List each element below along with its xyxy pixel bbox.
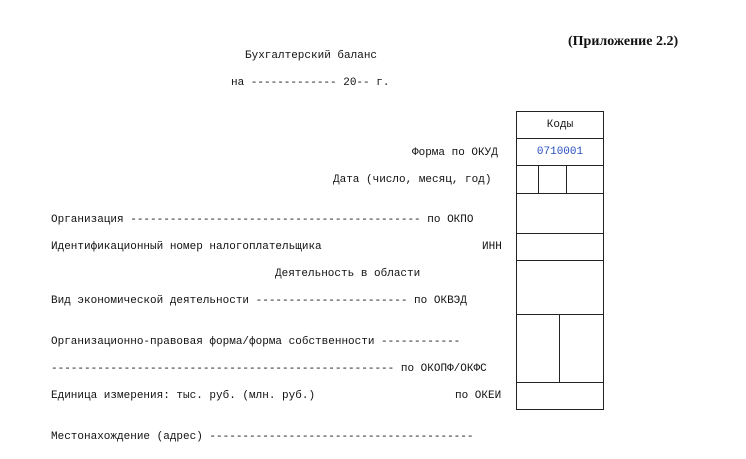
codes-header: Коды xyxy=(546,119,574,131)
inn-code-label: ИНН xyxy=(482,241,502,253)
okud-code-value: 0710001 xyxy=(536,146,584,158)
appendix-label: (Приложение 2.2) xyxy=(568,34,679,49)
document-title: Бухгалтерский баланс xyxy=(245,50,378,62)
date-cell-divider-1 xyxy=(538,165,539,193)
legal-form-line-2: ---------------------------------------------------- по ОКОПФ/ОКФС xyxy=(51,363,487,375)
inn-label: Идентификационный номер налогоплательщика xyxy=(51,241,322,253)
organization-label: Организация -------------------------------------------- по ОКПО xyxy=(51,214,474,226)
unit-code-label: по ОКЕИ xyxy=(455,390,502,402)
okopf-okfs-divider xyxy=(559,314,560,382)
location-label: Местонахождение (адрес) ---------------------------------------- xyxy=(51,431,474,443)
codes-table xyxy=(516,111,604,410)
date-label: Дата (число, месяц, год) xyxy=(333,174,492,186)
activity-label: Вид экономической деятельности ----------------------- по ОКВЭД xyxy=(51,295,467,307)
date-cell-divider-2 xyxy=(566,165,567,193)
okud-label: Форма по ОКУД xyxy=(412,147,498,159)
activity-area-label: Деятельность в области xyxy=(275,268,421,280)
legal-form-line-1: Организационно-правовая форма/форма собственности ------------ xyxy=(51,336,461,348)
date-line: на ------------- 20-- г. xyxy=(231,77,390,89)
unit-label: Единица измерения: тыс. руб. (млн. руб.) xyxy=(51,390,316,402)
